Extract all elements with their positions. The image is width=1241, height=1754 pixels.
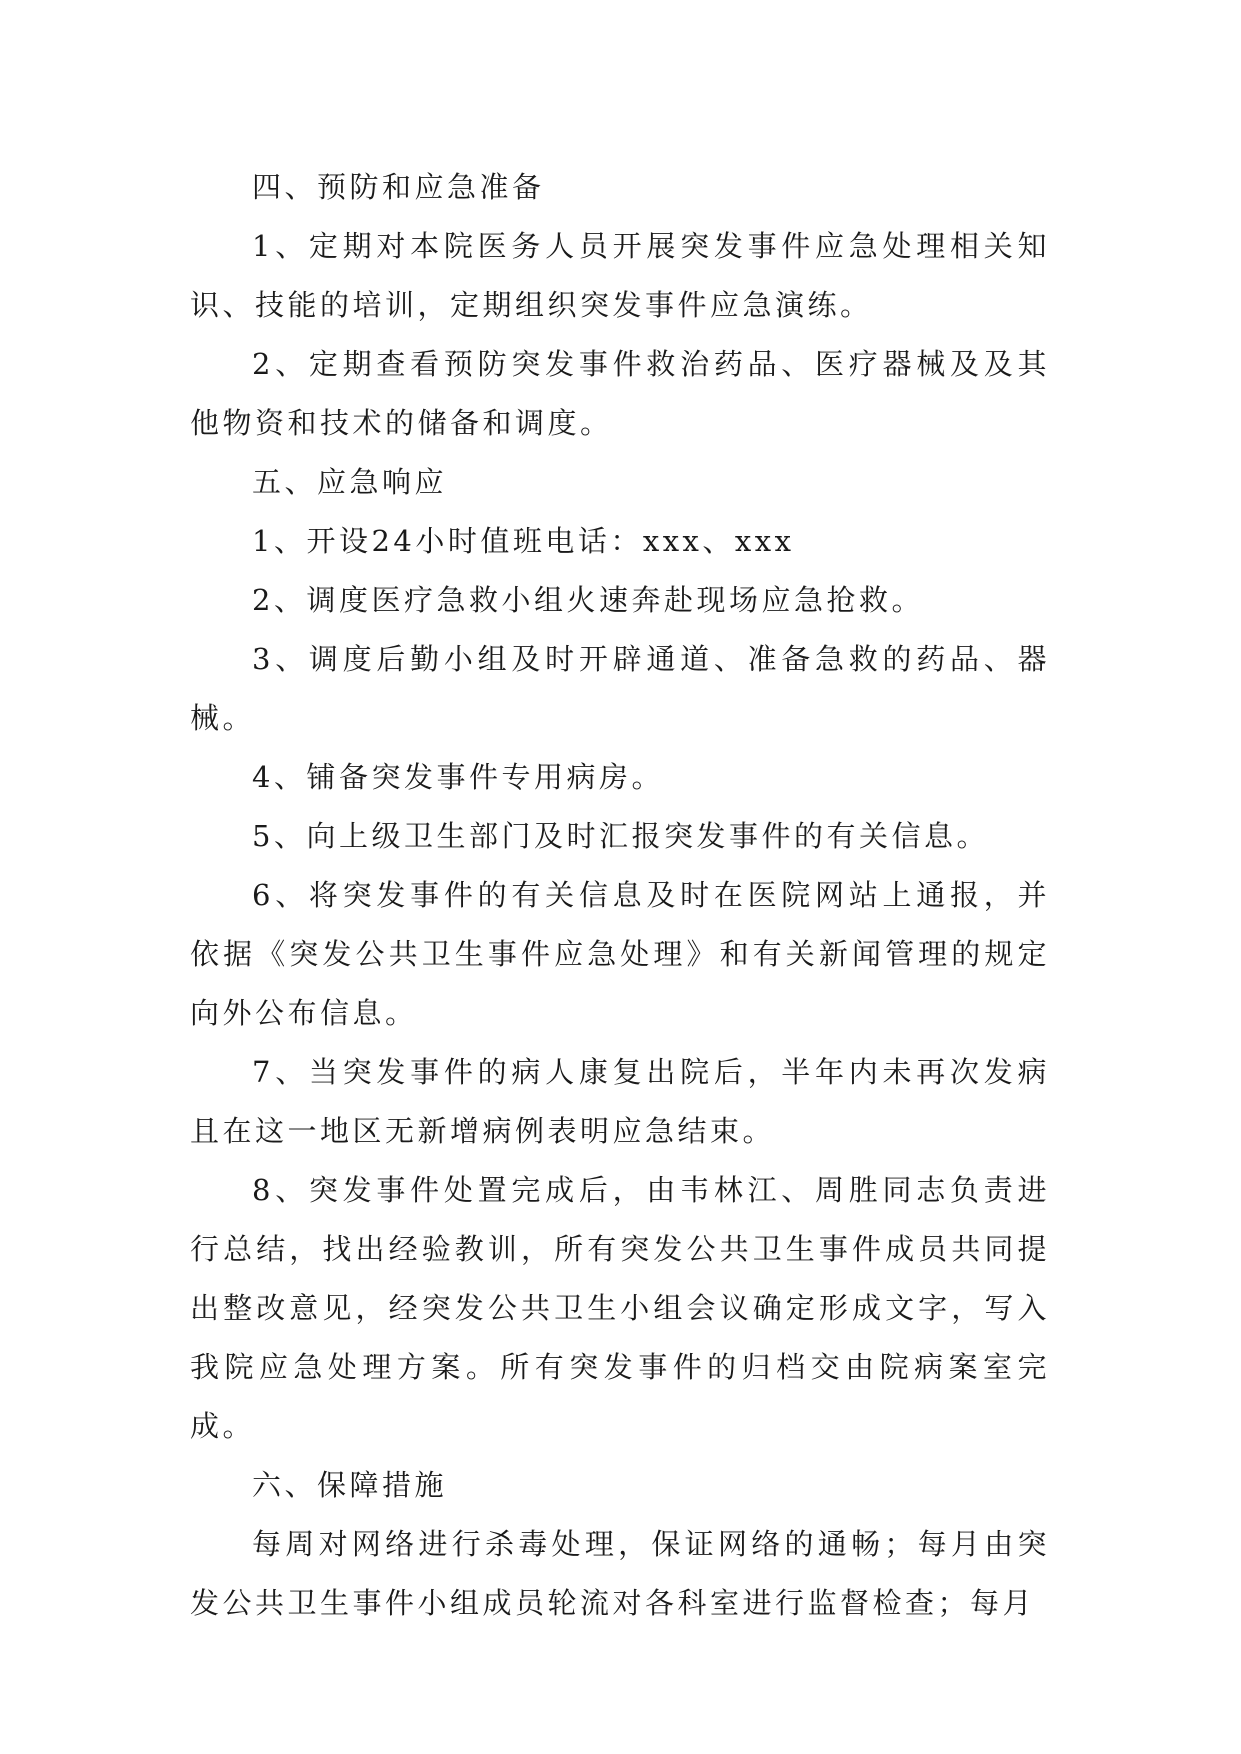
section-4-item-1: 1、定期对本院医务人员开展突发事件应急处理相关知识、技能的培训，定期组织突发事件应急演练。 [190,229,1050,322]
document-body [190,158,1050,1633]
section-6-heading: 六、保障措施 [252,1468,448,1502]
section-5-item-5: 5、向上级卫生部门及时汇报突发事件的有关信息。 [252,819,989,853]
section-5-item-7: 7、当突发事件的病人康复出院后，半年内未再次发病且在这一地区无新增病例表明应急结束。 [190,1055,1050,1148]
section-5-item-2: 2、调度医疗急救小组火速奔赴现场应急抢救。 [252,583,924,617]
section-6-paragraph-1: 每周对网络进行杀毒处理，保证网络的通畅；每月由突发公共卫生事件小组成员轮流对各科室进行监督检查；每月 [190,1527,1050,1620]
section-5-item-8: 8、突发事件处置完成后，由韦林江、周胜同志负责进行总结，找出经验教训，所有突发公共卫生事件成员共同提出整改意见，经突发公共卫生小组会议确定形成文字，写入我院应急处理方案。所有突发事件的归档交由院病案室完成。 [190,1173,1050,1443]
section-5-item-3: 3、调度后勤小组及时开辟通道、准备急救的药品、器械。 [190,642,1050,735]
section-5-item-1: 1、开设24小时值班电话：xxx、xxx [252,524,795,558]
section-4-heading: 四、预防和应急准备 [252,170,545,204]
section-5-item-6: 6、将突发事件的有关信息及时在医院网站上通报，并依据《突发公共卫生事件应急处理》和有关新闻管理的规定向外公布信息。 [190,878,1050,1030]
section-4-item-2: 2、定期查看预防突发事件救治药品、医疗器械及及其他物资和技术的储备和调度。 [190,347,1050,440]
section-5-heading: 五、应急响应 [252,465,448,499]
section-5-item-4: 4、铺备突发事件专用病房。 [252,760,664,794]
